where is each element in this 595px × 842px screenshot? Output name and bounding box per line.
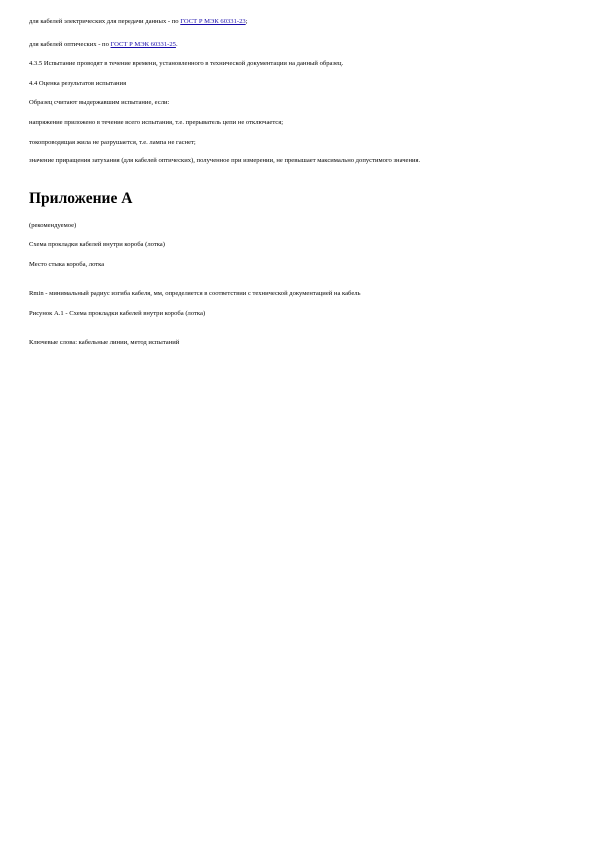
- paragraph-electrical-cables: [29, 18, 248, 26]
- paragraph-4-3-5: 4.3.5 Испытание проводят в течение времени, установленного в технической документации на данный образец.: [29, 60, 344, 67]
- figure-caption: Рисунок А.1 - Схема прокладки кабелей внутри короба (лотка): [29, 310, 206, 317]
- paragraph-pass-criteria: Образец считают выдержавшим испытание, если:: [29, 99, 170, 106]
- joint-label: Место стыка короба, лотка: [29, 261, 105, 268]
- scheme-label: Схема прокладки кабелей внутри короба (лотка): [29, 241, 165, 248]
- section-4-4-heading: 4.4 Оценка результатов испытания: [29, 80, 127, 87]
- appendix-title: Приложение А: [29, 190, 133, 207]
- criterion-attenuation: значение приращения затухания (для кабелей оптических), полученное при измерении, не превышает максимально допустимого значения.: [29, 157, 421, 164]
- paragraph-text: для кабелей электрических для передачи данных - по: [29, 18, 181, 25]
- paragraph-punct: ;: [245, 18, 248, 25]
- criterion-voltage: напряжение приложено в течение всего испытания, т.е. прерыватель цепи не отключается;: [29, 119, 284, 126]
- paragraph-optical-cables: [29, 41, 178, 49]
- rmin-note: Rmin - минимальный радиус изгиба кабеля, мм, определяется в соответствии с технической документацией на кабель: [29, 290, 361, 297]
- criterion-conductor: токопроводящая жила не разрушается, т.е. лампа не гаснет;: [29, 139, 196, 146]
- gost-60331-23-link[interactable]: ГОСТ Р МЭК 60331-23: [180, 18, 246, 25]
- appendix-status: (рекомендуемое): [29, 222, 77, 229]
- keywords: Ключевые слова: кабельные линии, метод испытаний: [29, 339, 180, 346]
- paragraph-punct: .: [175, 41, 178, 48]
- paragraph-text: для кабелей оптических - по: [29, 41, 111, 48]
- gost-60331-25-link[interactable]: ГОСТ Р МЭК 60331-25: [110, 41, 176, 48]
